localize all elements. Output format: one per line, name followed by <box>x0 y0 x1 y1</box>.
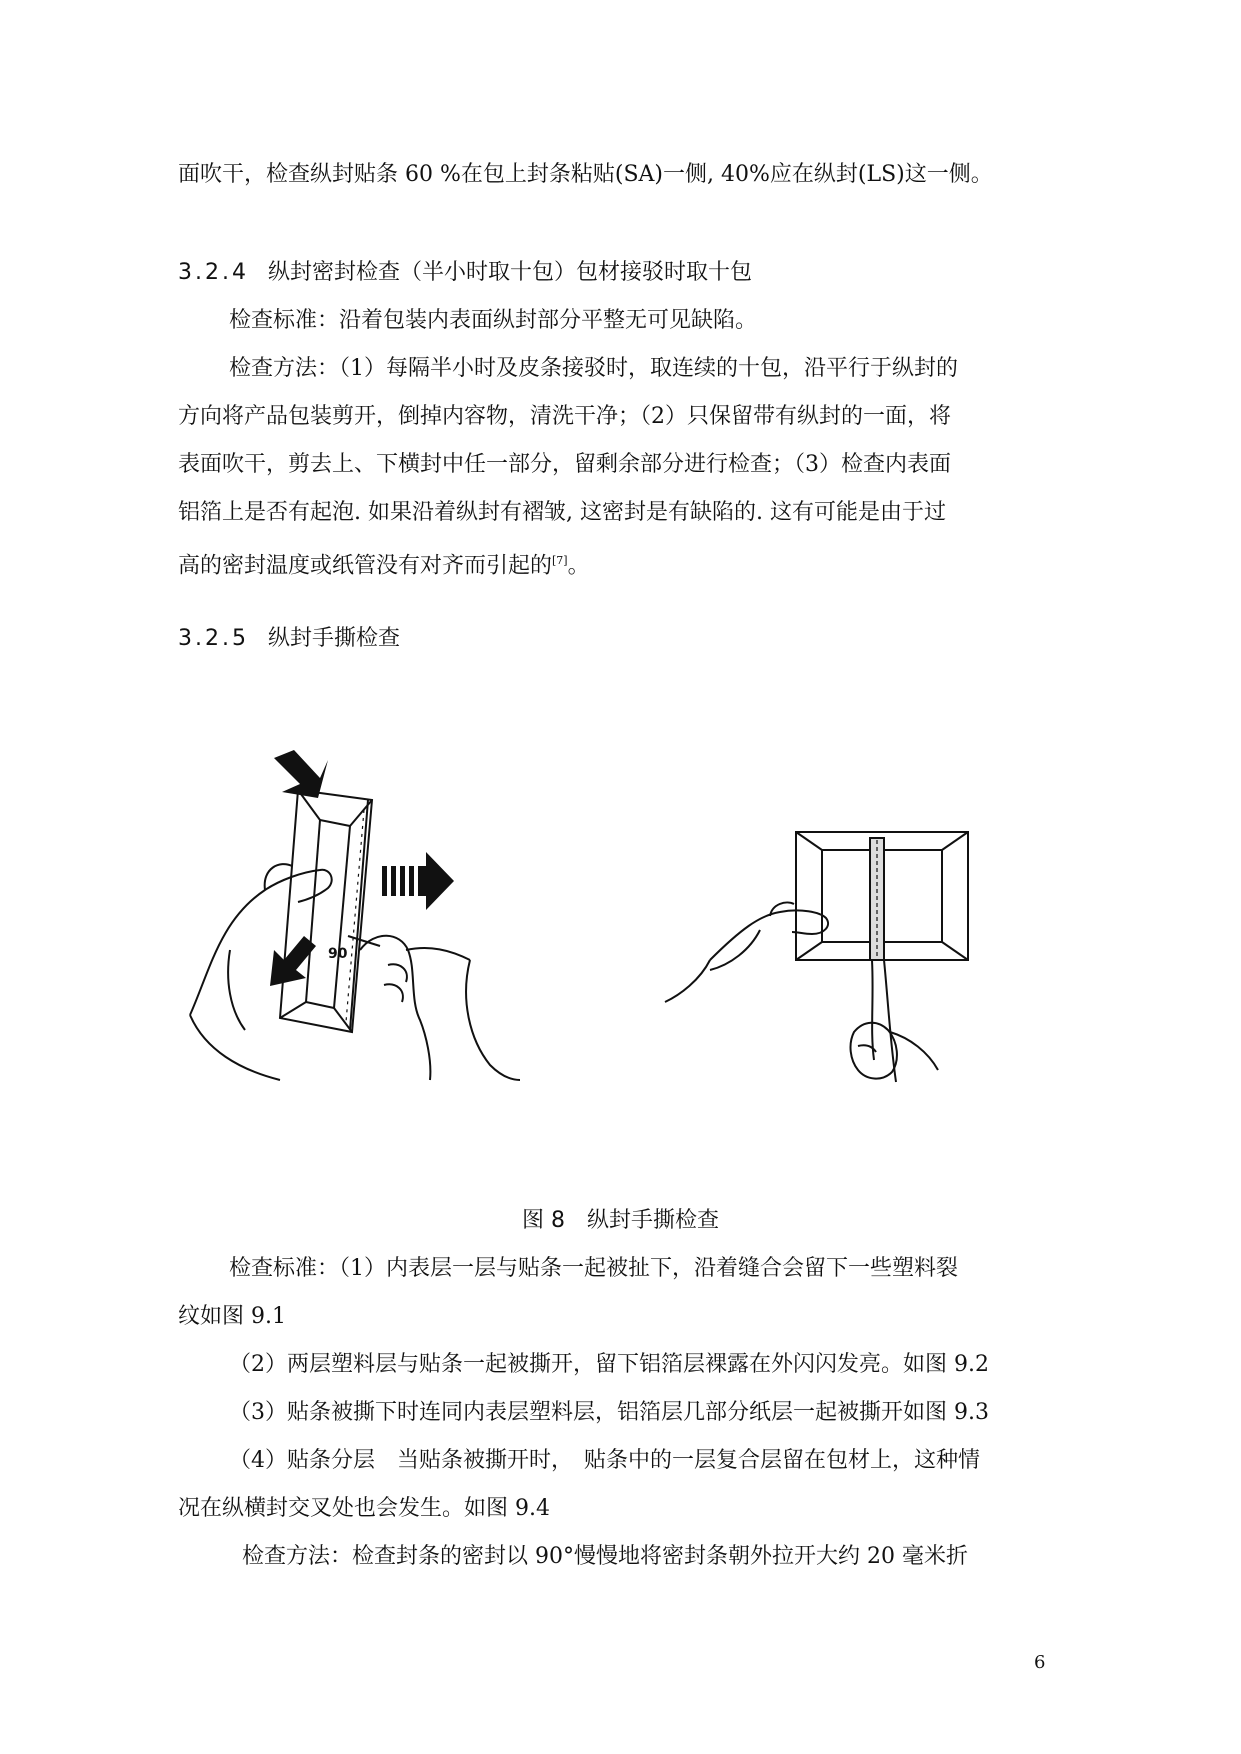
figure-caption: 图 8 纵封手撕检查 <box>522 1208 719 1233</box>
figure-right-tear-illustration <box>660 820 980 1110</box>
section-number: 3.2.4 <box>178 260 249 285</box>
section-title: 纵封手撕检查 <box>268 626 401 651</box>
angle-label: 90 <box>328 946 348 962</box>
paragraph-line: 表面吹干，剪去上、下横封中任一部分，留剩余部分进行检查；（3）检查内表面 <box>178 452 951 477</box>
text: 。 <box>567 553 590 579</box>
paragraph-line: （3）贴条被撕下时连同内表层塑料层，铝箔层几部分纸层一起被撕开如图 9.3 <box>229 1400 989 1425</box>
paragraph-line: 检查方法：检查封条的密封以 90°慢慢地将密封条朝外拉开大约 20 毫米折 <box>242 1544 968 1569</box>
paragraph-line: （4）贴条分层 当贴条被撕开时， 贴条中的一层复合层留在包材上，这种情 <box>229 1448 980 1473</box>
paragraph-line: 检查标准：（1）内表层一层与贴条一起被扯下，沿着缝合会留下一些塑料裂 <box>229 1256 958 1281</box>
paragraph-line: 检查方法：（1）每隔半小时及皮条接驳时，取连续的十包，沿平行于纵封的 <box>229 356 958 381</box>
paragraph-line: 方向将产品包装剪开，倒掉内容物，清洗干净；（2）只保留带有纵封的一面，将 <box>178 404 951 429</box>
text: 高的密封温度或纸管没有对齐而引起的 <box>178 553 553 579</box>
section-title: 纵封密封检查（半小时取十包）包材接驳时取十包 <box>268 260 753 285</box>
paragraph-line: 况在纵横封交叉处也会发生。如图 9.4 <box>178 1496 550 1521</box>
figure-left-tear-illustration <box>170 750 530 1090</box>
paragraph-line <box>178 546 590 581</box>
section-number: 3.2.5 <box>178 626 249 651</box>
page-number: 6 <box>1034 1652 1046 1673</box>
paragraph-line: （2）两层塑料层与贴条一起被撕开，留下铝箔层裸露在外闪闪发亮。如图 9.2 <box>229 1352 989 1377</box>
paragraph-line: 纹如图 9.1 <box>178 1304 286 1329</box>
paragraph-line: 面吹干，检查纵封贴条 60 %在包上封条粘贴(SA)一侧, 40%应在纵封(LS)这一侧。 <box>178 162 993 187</box>
citation: [7] <box>552 554 568 567</box>
paragraph-line: 检查标准：沿着包装内表面纵封部分平整无可见缺陷。 <box>229 308 758 333</box>
section-heading-3-2-4 <box>178 258 752 288</box>
paragraph-line: 铝箔上是否有起泡. 如果沿着纵封有褶皱, 这密封是有缺陷的. 这有可能是由于过 <box>178 500 946 525</box>
section-heading-3-2-5 <box>178 624 400 654</box>
